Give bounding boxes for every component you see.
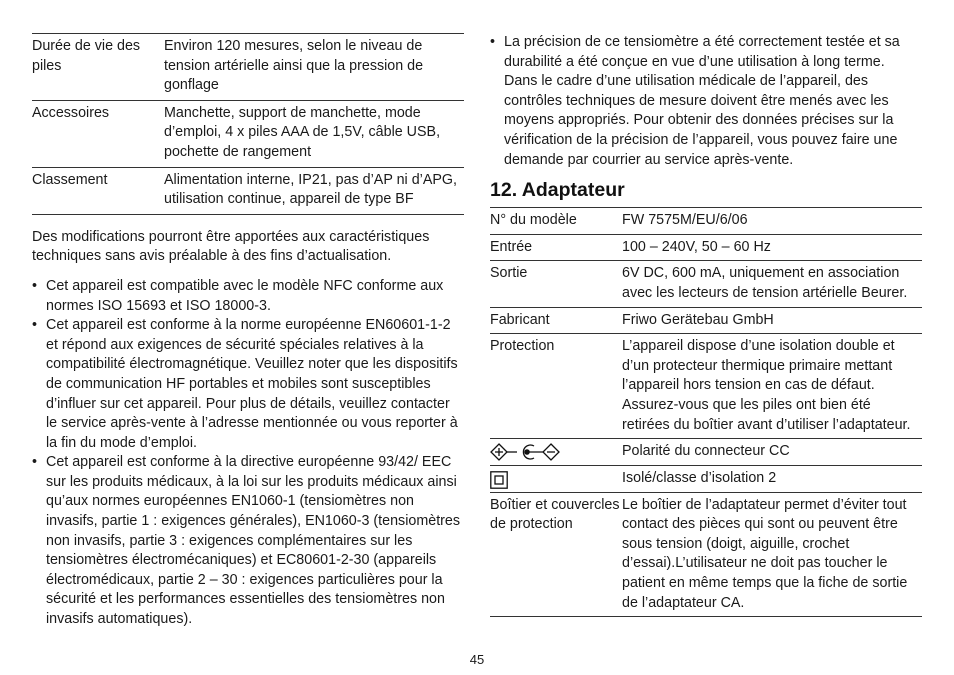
right-column [490,0,922,617]
modifications-paragraph: Des modifications pourront être apportées aux caractéristiques techniques sans avis préalable à des fins d’actualisation. [32,228,430,265]
spec-value: 100 – 240V, 50 – 60 Hz [622,238,771,255]
adapter-spec-table [490,207,922,617]
table-row [490,492,922,617]
polarity-icon [490,443,560,461]
spec-value: Environ 120 mesures, selon le niveau de tension artérielle ainsi que la pression de gonflage [164,38,424,94]
spec-key: N° du modèle [490,212,577,229]
table-row [490,208,922,235]
spec-value: Isolé/classe d’isolation 2 [622,469,777,486]
list-item: • Cet appareil est compatible avec le modèle NFC conforme aux normes ISO 15693 et ISO 18000-3. [32,277,464,316]
compliance-bullet-list [32,277,464,630]
spec-key [490,439,622,466]
list-item: • Cet appareil est conforme à la norme européenne EN60601-1-2 et répond aux exigences de sécurité spéciales relatives à la compatibilité électromagnétique. Veuillez noter que les dispositifs de communication HF portables et mobiles sont susceptibles d’influer sur cet appareil. Pour plus de détails, veuillez contacter le service après-vente à l’adresse mentionnée ou vous reporter à la fin du mode d’emploi. [32,316,464,453]
table-row [490,334,922,439]
spec-value: Le boîtier de l’adaptateur permet d’éviter tout contact des pièces qui sont ou peuvent être sous tension (doigt, aiguille, crochet d’essai).L’utilisateur ne doit pas toucher le patient en même temps que la fiche de sortie de l’adaptateur CA. [622,496,908,611]
spec-value: FW 7575M/EU/6/06 [622,212,748,229]
section-title: 12. Adaptateur [490,179,625,202]
spec-value: Friwo Gerätebau GmbH [622,311,774,328]
spec-key: Entrée [490,238,533,255]
spec-value: Polarité du connecteur CC [622,443,790,460]
table-row [32,34,464,101]
left-column [32,0,464,630]
spec-value: L’appareil dispose d’une isolation double et d’un protecteur thermique primaire mettant l’appareil hors tension en cas de défaut. Assurez-vous que les piles ont bien été retirées du boîtier avant d’utiliser l’adaptateur. [622,338,911,433]
spec-key: Fabricant [490,311,550,328]
table-row [32,100,464,167]
spec-value: Manchette, support de manchette, mode d’emploi, 4 x piles AAA de 1,5V, câble USB, pochette de rangement [164,104,441,160]
list-item: • Cet appareil est conforme à la directive européenne 93/42/ EEC sur les produits médicaux, à la loi sur les produits médicaux ainsi qu’aux normes européennes EN1060-1 (tensiomètres non invasifs, partie 1 : exigences générales), EN1060-3 (tensiomètres non invasifs, partie 3 : exigences complémentaires sur les tensiomètres électromécaniques) et EC80601-2-30 (appareils électromédicaux, partie 2 – 30 : exigences particulières pour la sécurité et les performances essentielles des tensiomètres non invasifs automatiques). [32,453,464,629]
table-row [490,261,922,307]
spec-key: Protection [490,338,555,355]
spec-key: Classement [32,171,108,188]
spec-key: Sortie [490,265,528,282]
spec-key [490,465,622,492]
spec-value: 6V DC, 600 mA, uniquement en association avec les lecteurs de tension artérielle Beurer. [622,265,908,301]
list-item: • La précision de ce tensiomètre a été correctement testée et sa durabilité a été conçue en vue d’une utilisation à long terme. Dans le cadre d’une utilisation médicale de l’appareil, des contrôles techniques de mesure doivent être menés avec les moyens appropriés. Pour obtenir des données précises sur la vérification de la précision de l’appareil, vous pouvez faire une demande par courrier au service après-vente. [490,33,922,170]
spec-key: Boîtier et couvercles de protection [490,496,620,533]
accuracy-bullet-list [490,33,922,170]
battery-spec-table [32,33,464,215]
spec-value: Alimentation interne, IP21, pas d’AP ni d’APG, utilisation continue, appareil de type BF [164,171,457,208]
table-row [490,439,922,466]
table-row [490,465,922,492]
spec-key: Accessoires [32,104,110,121]
spec-key: Durée de vie des piles [32,38,141,74]
page-number: 45 [469,652,485,667]
double-square-icon [490,471,508,489]
table-row [32,167,464,214]
table-row [490,307,922,334]
table-row [490,234,922,261]
